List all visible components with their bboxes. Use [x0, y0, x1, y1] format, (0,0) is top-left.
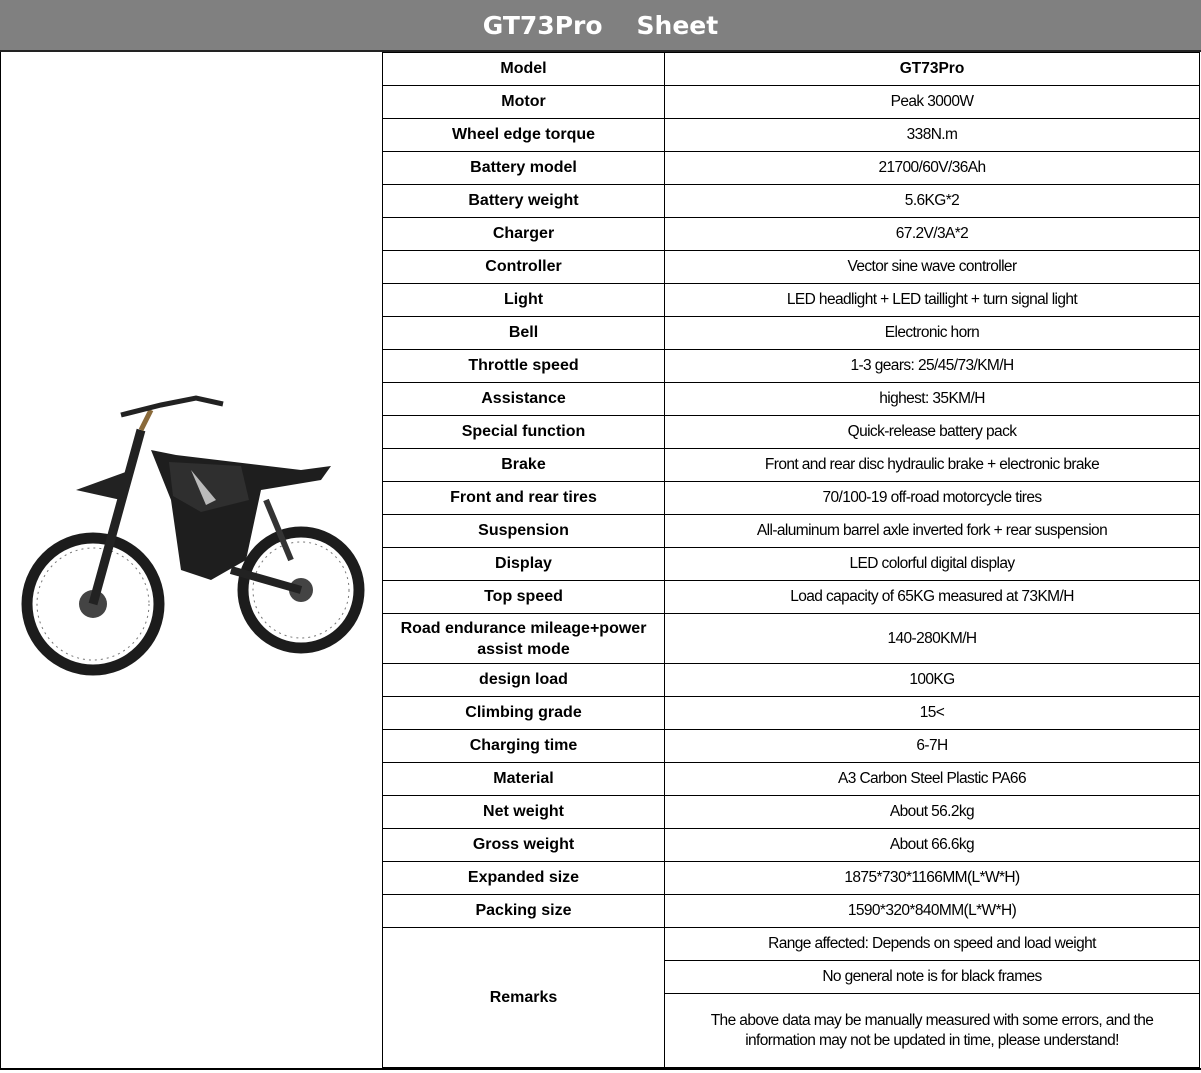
spec-value: 67.2V/3A*2 [665, 218, 1200, 251]
spec-value: Electronic horn [665, 317, 1200, 350]
sheet-title [0, 0, 1201, 52]
remark-item: The above data may be manually measured with some errors, and the information may not be updated in time, please understand! [665, 994, 1200, 1068]
spec-value: 1875*730*1166MM(L*W*H) [665, 862, 1200, 895]
spec-value: Quick-release battery pack [665, 416, 1200, 449]
spec-row [383, 383, 1200, 416]
spec-row [383, 664, 1200, 697]
spec-row [383, 482, 1200, 515]
spec-value: 100KG [665, 664, 1200, 697]
spec-label: Charging time [383, 730, 665, 763]
spec-label: Brake [383, 449, 665, 482]
spec-row [383, 416, 1200, 449]
spec-row [383, 185, 1200, 218]
spec-row [383, 284, 1200, 317]
spec-value: 70/100-19 off-road motorcycle tires [665, 482, 1200, 515]
spec-row [383, 730, 1200, 763]
spec-row [383, 548, 1200, 581]
product-image-cell [0, 52, 383, 1068]
spec-value: 5.6KG*2 [665, 185, 1200, 218]
spec-row [383, 796, 1200, 829]
electric-dirt-bike-image [1, 52, 382, 1068]
spec-row [383, 697, 1200, 730]
spec-label: Display [383, 548, 665, 581]
spec-value: 140-280KM/H [665, 614, 1200, 664]
spec-value: About 66.6kg [665, 829, 1200, 862]
spec-label: Gross weight [383, 829, 665, 862]
spec-label: Model [383, 53, 665, 86]
spec-value: highest: 35KM/H [665, 383, 1200, 416]
spec-value: 15< [665, 697, 1200, 730]
spec-row [383, 763, 1200, 796]
spec-label: Packing size [383, 895, 665, 928]
spec-value: 6-7H [665, 730, 1200, 763]
spec-value: 338N.m [665, 119, 1200, 152]
spec-label: Suspension [383, 515, 665, 548]
spec-label: Net weight [383, 796, 665, 829]
spec-value: 1590*320*840MM(L*W*H) [665, 895, 1200, 928]
title-model: GT73Pro [482, 11, 603, 40]
spec-value: 21700/60V/36Ah [665, 152, 1200, 185]
spec-row [383, 152, 1200, 185]
spec-label: Throttle speed [383, 350, 665, 383]
spec-row [383, 829, 1200, 862]
spec-label: Wheel edge torque [383, 119, 665, 152]
spec-label: Top speed [383, 581, 665, 614]
spec-label: Battery model [383, 152, 665, 185]
spec-value: About 56.2kg [665, 796, 1200, 829]
spec-label: design load [383, 664, 665, 697]
spec-row [383, 449, 1200, 482]
spec-row [383, 86, 1200, 119]
spec-label: Battery weight [383, 185, 665, 218]
spec-label: Assistance [383, 383, 665, 416]
spec-label: Light [383, 284, 665, 317]
spec-row [383, 350, 1200, 383]
spec-row [383, 515, 1200, 548]
spec-row [383, 862, 1200, 895]
spec-row [383, 218, 1200, 251]
spec-value: Peak 3000W [665, 86, 1200, 119]
spec-value: LED headlight + LED taillight + turn signal light [665, 284, 1200, 317]
spec-row [383, 119, 1200, 152]
spec-value: Front and rear disc hydraulic brake + electronic brake [665, 449, 1200, 482]
spec-label: Motor [383, 86, 665, 119]
remark-item: No general note is for black frames [665, 961, 1200, 994]
spec-label: Controller [383, 251, 665, 284]
spec-table [382, 52, 1200, 1068]
spec-row [383, 251, 1200, 284]
spec-value: All-aluminum barrel axle inverted fork + rear suspension [665, 515, 1200, 548]
spec-label: Road endurance mileage+power assist mode [383, 614, 665, 664]
spec-label: Bell [383, 317, 665, 350]
spec-row [383, 53, 1200, 86]
spec-label: Special function [383, 416, 665, 449]
spec-value: Vector sine wave controller [665, 251, 1200, 284]
spec-row [383, 895, 1200, 928]
spec-row [383, 614, 1200, 664]
spec-label: Climbing grade [383, 697, 665, 730]
spec-label: Front and rear tires [383, 482, 665, 515]
spec-row [383, 581, 1200, 614]
remarks-row [383, 928, 1200, 961]
spec-label: Material [383, 763, 665, 796]
spec-value: Load capacity of 65KG measured at 73KM/H [665, 581, 1200, 614]
title-suffix: Sheet [636, 11, 719, 40]
spec-value: A3 Carbon Steel Plastic PA66 [665, 763, 1200, 796]
spec-label: Charger [383, 218, 665, 251]
spec-value: 1-3 gears: 25/45/73/KM/H [665, 350, 1200, 383]
spec-label: Expanded size [383, 862, 665, 895]
spec-value: GT73Pro [665, 53, 1200, 86]
spec-row [383, 317, 1200, 350]
remarks-label: Remarks [383, 928, 665, 1068]
remark-item: Range affected: Depends on speed and load weight [665, 928, 1200, 961]
spec-value: LED colorful digital display [665, 548, 1200, 581]
